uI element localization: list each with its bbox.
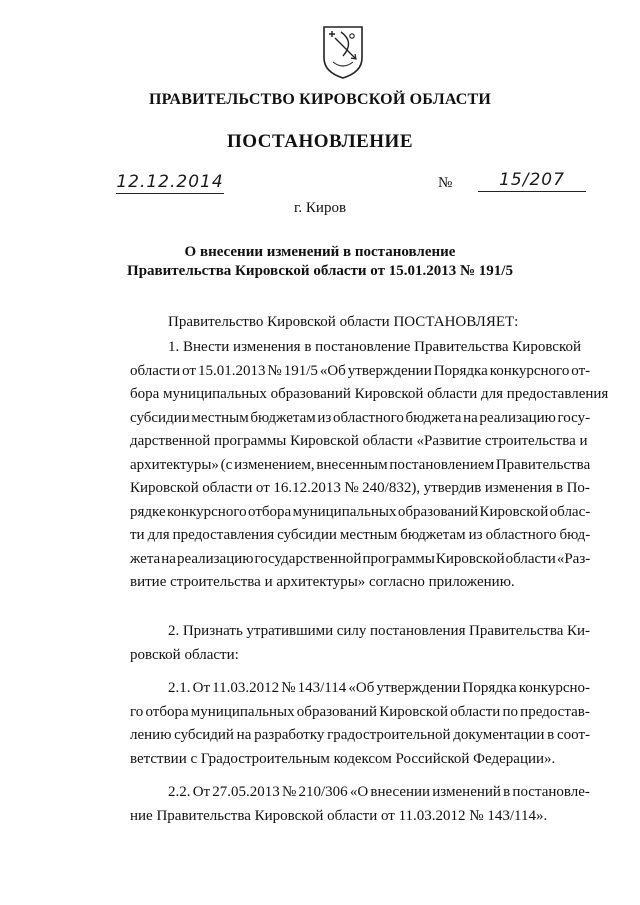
- paragraph-line: го отбора муниципальных образований Кировской области по предостав-: [130, 703, 590, 720]
- subject-line: О внесении изменений в постановление: [184, 244, 456, 260]
- paragraph-line: ветствии с Градостроительным кодексом Российской Федерации».: [130, 750, 556, 767]
- paragraph-line: бора муниципальных образований Кировской области для предоставления: [130, 386, 609, 402]
- paragraph-line: лению субсидий на разработку градостроительной документации в соот-: [130, 727, 590, 743]
- paragraph-line: субсидии местным бюджетам из областного бюджета на реализацию госу-: [130, 409, 591, 426]
- paragraph-2-1: [130, 677, 590, 771]
- subject-line: Правительства Кировской области от 15.01.2013 № 191/5: [127, 263, 513, 279]
- intro-paragraph: [168, 311, 628, 335]
- paragraph-2: [130, 620, 590, 667]
- paragraph-line: витие строительства и архитектуры» согласно приложению.: [130, 574, 515, 590]
- paragraph-line: ровской области:: [130, 646, 239, 663]
- paragraph-line: дарственной программы Кировской области «Развитие строительства и: [130, 433, 588, 449]
- document-number-field: [478, 170, 586, 192]
- paragraph-line: области от 15.01.2013 № 191/5 «Об утверждении Порядка конкурсного от-: [130, 362, 591, 379]
- paragraph-line: Правительство Кировской области ПОСТАНОВЛЯЕТ:: [168, 314, 519, 330]
- paragraph-1: [130, 336, 609, 595]
- document-number: 15/207: [499, 170, 565, 190]
- paragraph-line: 1. Внести изменения в постановление Правительства Кировской: [168, 339, 582, 355]
- document-type: ПОСТАНОВЛЕНИЕ: [226, 131, 414, 152]
- government-title: ПРАВИТЕЛЬСТВО КИРОВСКОЙ ОБЛАСТИ: [148, 91, 492, 108]
- paragraph-line: жета на реализацию государственной программы Кировской области «Раз-: [130, 550, 591, 567]
- paragraph-2-2: [130, 781, 590, 828]
- paragraph-line: ти для предоставления субсидии местным бюджетам из областного бюд-: [130, 527, 591, 543]
- paragraph-line: ние Правительства Кировской области от 11.03.2012 № 143/114».: [130, 807, 548, 824]
- paragraph-line: 2. Признать утратившими силу постановления Правительства Ки-: [168, 623, 591, 639]
- document-subject: [0, 243, 640, 281]
- document-date-field: [116, 172, 224, 194]
- paragraph-line: 2.1. От 11.03.2012 № 143/114 «Об утверждении Порядка конкурсно-: [168, 680, 591, 696]
- kirov-region-coat-of-arms-icon: [321, 24, 365, 80]
- paragraph-line: Кировской области от 16.12.2013 № 240/832), утвердив изменения в По-: [130, 480, 590, 496]
- document-date: 12.12.2014: [116, 172, 224, 192]
- number-label: №: [438, 175, 453, 191]
- paragraph-line: 2.2. От 27.05.2013 № 210/306 «О внесении изменений в постановле-: [168, 784, 590, 800]
- paragraph-line: архитектуры» (с изменением, внесенным постановлением Правительства: [130, 456, 591, 473]
- city: г. Киров: [293, 200, 347, 216]
- paragraph-line: рядке конкурсного отбора муниципальных образований Кировской облас-: [130, 503, 591, 520]
